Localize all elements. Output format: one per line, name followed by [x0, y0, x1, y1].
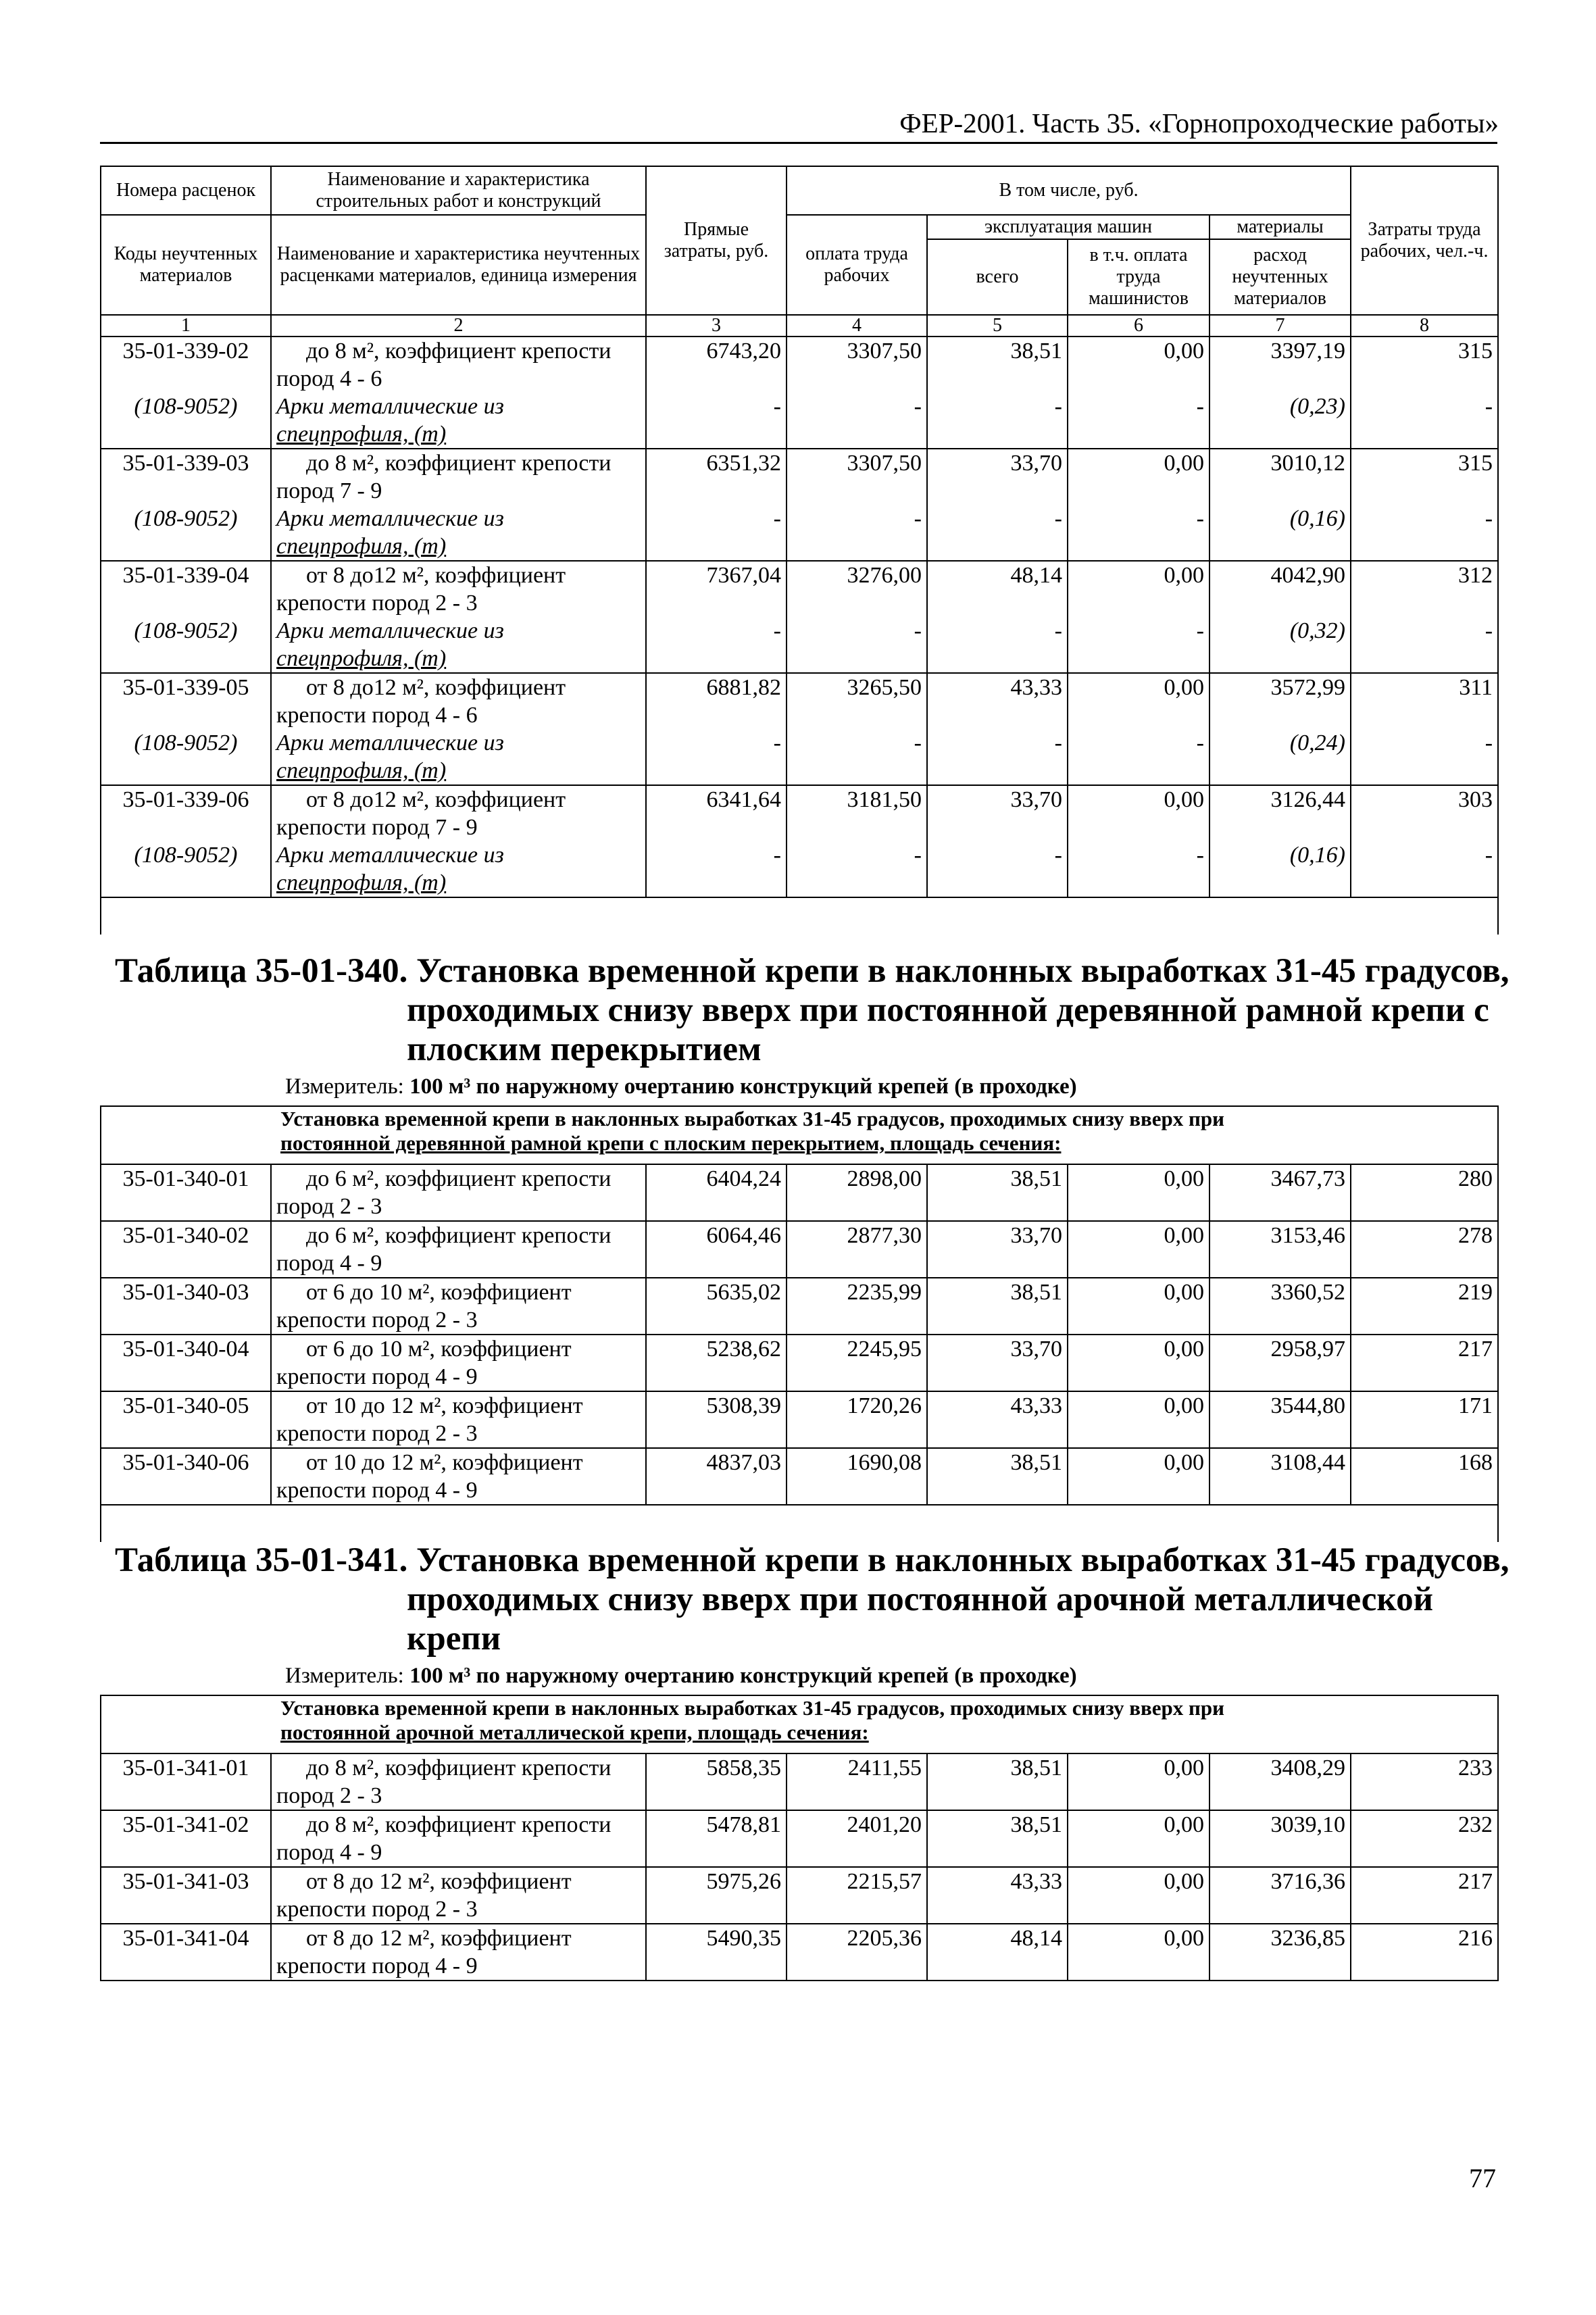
operator-pay: 0,00: [1068, 1810, 1210, 1867]
materials: 2958,97: [1210, 1335, 1351, 1391]
material-name: Арки металлические из спецпрофиля, (т): [271, 393, 646, 449]
rate-code: 35-01-339-04: [101, 561, 271, 617]
rate-code: 35-01-340-02: [101, 1221, 271, 1278]
operator-pay: 0,00: [1068, 1924, 1210, 1981]
col-header-worker-pay: оплата труда рабочих: [787, 215, 927, 315]
materials: 3108,44: [1210, 1448, 1351, 1505]
col-header-including: В том числе, руб.: [787, 166, 1351, 215]
materials: 3153,46: [1210, 1221, 1351, 1278]
labor-costs: 168: [1351, 1448, 1498, 1505]
machines-total: 43,33: [927, 673, 1068, 729]
machines-total: 33,70: [927, 1221, 1068, 1278]
table-row: [101, 561, 1498, 617]
machines-total: 33,70: [927, 449, 1068, 505]
materials: 3467,73: [1210, 1164, 1351, 1221]
materials: 4042,90: [1210, 561, 1351, 617]
table-row: [101, 1924, 1498, 1981]
table-row: [101, 1753, 1498, 1810]
rate-code: 35-01-341-03: [101, 1867, 271, 1924]
material-code: (108-9052): [101, 505, 271, 561]
material-code: (108-9052): [101, 617, 271, 673]
labor-costs: 312: [1351, 561, 1498, 617]
machines-total: 43,33: [927, 1391, 1068, 1448]
materials: 3397,19: [1210, 337, 1351, 393]
material-row: (108-9052) Арки металлические из спецпрофиля, (т) - - - - (0,24) -: [101, 729, 1498, 785]
operator-pay: 0,00: [1068, 1753, 1210, 1810]
labor-costs: 280: [1351, 1164, 1498, 1221]
operator-pay: 0,00: [1068, 1221, 1210, 1278]
rate-name: от 6 до 10 м², коэффициент крепости пород 4 - 9: [271, 1335, 646, 1391]
table-341-measure: Измеритель: 100 м³ по наружному очертанию конструкций крепей (в проходке): [285, 1664, 1077, 1688]
rate-name: от 8 до12 м², коэффициент крепости пород 4 - 6: [271, 673, 646, 729]
materials: 3572,99: [1210, 673, 1351, 729]
col-header-unaccounted-materials: расход неучтенных материалов: [1210, 239, 1351, 315]
labor-costs: 233: [1351, 1753, 1498, 1810]
rate-code: 35-01-340-06: [101, 1448, 271, 1505]
machines-total: 48,14: [927, 561, 1068, 617]
table-341-title: Таблица 35-01-341. Установка временной крепи в наклонных выработках 31-45 градусов, проходимых снизу вверх при постоянной арочной металлической крепи: [115, 1541, 1510, 1658]
direct-costs: 5975,26: [646, 1867, 787, 1924]
operator-pay: 0,00: [1068, 1448, 1210, 1505]
table-row: [101, 673, 1498, 729]
operator-pay: 0,00: [1068, 1335, 1210, 1391]
rate-name: до 8 м², коэффициент крепости пород 4 - 6: [271, 337, 646, 393]
operator-pay: 0,00: [1068, 785, 1210, 841]
operator-pay: 0,00: [1068, 561, 1210, 617]
worker-pay: 2877,30: [787, 1221, 927, 1278]
col-header-machines: эксплуатация машин: [927, 215, 1210, 239]
table-row: [101, 1164, 1498, 1221]
rate-code: 35-01-340-04: [101, 1335, 271, 1391]
col-header-materials: материалы: [1210, 215, 1351, 239]
rate-name: от 8 до 12 м², коэффициент крепости пород 2 - 3: [271, 1867, 646, 1924]
worker-pay: 2215,57: [787, 1867, 927, 1924]
col-header-machines-total: всего: [927, 239, 1068, 315]
materials: 3039,10: [1210, 1810, 1351, 1867]
rate-code: 35-01-341-04: [101, 1924, 271, 1981]
labor-costs: 315: [1351, 449, 1498, 505]
material-row: (108-9052) Арки металлические из спецпрофиля, (т) - - - - (0,23) -: [101, 393, 1498, 449]
rate-name: до 8 м², коэффициент крепости пород 7 - 9: [271, 449, 646, 505]
direct-costs: 5238,62: [646, 1335, 787, 1391]
rates-table-340: [100, 1105, 1499, 1542]
table-340-measure: Измеритель: 100 м³ по наружному очертанию конструкций крепей (в проходке): [285, 1074, 1077, 1099]
rate-name: от 10 до 12 м², коэффициент крепости пород 4 - 9: [271, 1448, 646, 1505]
table-row: [101, 1448, 1498, 1505]
machines-total: 38,51: [927, 1753, 1068, 1810]
direct-costs: 6404,24: [646, 1164, 787, 1221]
rate-code: 35-01-340-01: [101, 1164, 271, 1221]
worker-pay: 2245,95: [787, 1335, 927, 1391]
material-row: (108-9052) Арки металлические из спецпрофиля, (т) - - - - (0,16) -: [101, 505, 1498, 561]
rate-code: 35-01-340-03: [101, 1278, 271, 1335]
direct-costs: 5635,02: [646, 1278, 787, 1335]
rate-name: до 6 м², коэффициент крепости пород 2 - 3: [271, 1164, 646, 1221]
material-code: (108-9052): [101, 729, 271, 785]
machines-total: 38,51: [927, 1164, 1068, 1221]
material-code: (108-9052): [101, 841, 271, 897]
section-header: Установка временной крепи в наклонных выработках 31-45 градусов, проходимых снизу вверх при постоянной арочной металлической крепи, площадь сечения:: [101, 1695, 1498, 1753]
rate-code: 35-01-340-05: [101, 1391, 271, 1448]
table-row: [101, 1335, 1498, 1391]
materials: 3126,44: [1210, 785, 1351, 841]
operator-pay: 0,00: [1068, 337, 1210, 393]
direct-costs: 5858,35: [646, 1753, 787, 1810]
page-header: ФЕР-2001. Часть 35. «Горнопроходческие работы»: [899, 107, 1499, 139]
machines-total: 48,14: [927, 1924, 1068, 1981]
direct-costs: 5490,35: [646, 1924, 787, 1981]
labor-costs: 217: [1351, 1335, 1498, 1391]
table-340-title: Таблица 35-01-340. Установка временной крепи в наклонных выработках 31-45 градусов, проходимых снизу вверх при постоянной деревянной рамной крепи с плоским перекрытием: [115, 952, 1510, 1068]
direct-costs: 6064,46: [646, 1221, 787, 1278]
page-number: 77: [1469, 2163, 1496, 2193]
worker-pay: 3276,00: [787, 561, 927, 617]
operator-pay: 0,00: [1068, 1391, 1210, 1448]
material-name: Арки металлические из спецпрофиля, (т): [271, 505, 646, 561]
table-row: [101, 1278, 1498, 1335]
rate-code: 35-01-339-06: [101, 785, 271, 841]
materials: 3236,85: [1210, 1924, 1351, 1981]
machines-total: 33,70: [927, 785, 1068, 841]
rate-code: 35-01-339-05: [101, 673, 271, 729]
worker-pay: 2411,55: [787, 1753, 927, 1810]
worker-pay: 1690,08: [787, 1448, 927, 1505]
col-header-material-name: Наименование и характеристика неучтенных расценками материалов, единица измерения: [271, 215, 646, 315]
col-header-labor-costs: Затраты труда рабочих, чел.-ч.: [1351, 166, 1498, 315]
rate-name: от 8 до12 м², коэффициент крепости пород 7 - 9: [271, 785, 646, 841]
labor-costs: 303: [1351, 785, 1498, 841]
direct-costs: 6743,20: [646, 337, 787, 393]
rate-name: до 8 м², коэффициент крепости пород 2 - 3: [271, 1753, 646, 1810]
labor-costs: 311: [1351, 673, 1498, 729]
labor-costs: 171: [1351, 1391, 1498, 1448]
rate-name: до 8 м², коэффициент крепости пород 4 - 9: [271, 1810, 646, 1867]
operator-pay: 0,00: [1068, 1278, 1210, 1335]
worker-pay: 2898,00: [787, 1164, 927, 1221]
labor-costs: 232: [1351, 1810, 1498, 1867]
worker-pay: 3181,50: [787, 785, 927, 841]
worker-pay: 3307,50: [787, 337, 927, 393]
worker-pay: 2401,20: [787, 1810, 927, 1867]
materials: 3408,29: [1210, 1753, 1351, 1810]
table-row: [101, 785, 1498, 841]
materials: 3544,80: [1210, 1391, 1351, 1448]
table-row: [101, 337, 1498, 393]
operator-pay: 0,00: [1068, 1164, 1210, 1221]
column-numbers-row: 1 2 3 4 5 6 7 8: [101, 315, 1498, 337]
worker-pay: 1720,26: [787, 1391, 927, 1448]
rate-name: от 6 до 10 м², коэффициент крепости пород 2 - 3: [271, 1278, 646, 1335]
rate-name: до 6 м², коэффициент крепости пород 4 - 9: [271, 1221, 646, 1278]
direct-costs: 4837,03: [646, 1448, 787, 1505]
direct-costs: 5308,39: [646, 1391, 787, 1448]
rate-code: 35-01-339-03: [101, 449, 271, 505]
table-row: [101, 1810, 1498, 1867]
labor-costs: 219: [1351, 1278, 1498, 1335]
materials: 3010,12: [1210, 449, 1351, 505]
rate-code: 35-01-341-02: [101, 1810, 271, 1867]
direct-costs: 5478,81: [646, 1810, 787, 1867]
direct-costs: 6351,32: [646, 449, 787, 505]
col-header-material-codes: Коды неучтенных материалов: [101, 215, 271, 315]
machines-total: 38,51: [927, 1448, 1068, 1505]
direct-costs: 6881,82: [646, 673, 787, 729]
machines-total: 33,70: [927, 1335, 1068, 1391]
materials: 3716,36: [1210, 1867, 1351, 1924]
operator-pay: 0,00: [1068, 673, 1210, 729]
material-row: (108-9052) Арки металлические из спецпрофиля, (т) - - - - (0,32) -: [101, 617, 1498, 673]
worker-pay: 2235,99: [787, 1278, 927, 1335]
worker-pay: 3307,50: [787, 449, 927, 505]
rate-name: от 8 до 12 м², коэффициент крепости пород 4 - 9: [271, 1924, 646, 1981]
rate-name: от 8 до12 м², коэффициент крепости пород 2 - 3: [271, 561, 646, 617]
worker-pay: 2205,36: [787, 1924, 927, 1981]
rate-name: от 10 до 12 м², коэффициент крепости пород 2 - 3: [271, 1391, 646, 1448]
col-header-work-name: Наименование и характеристика строительных работ и конструкций: [271, 166, 646, 215]
machines-total: 38,51: [927, 1810, 1068, 1867]
labor-costs: 278: [1351, 1221, 1498, 1278]
material-name: Арки металлические из спецпрофиля, (т): [271, 841, 646, 897]
operator-pay: 0,00: [1068, 1867, 1210, 1924]
col-header-rate-numbers: Номера расценок: [101, 166, 271, 215]
labor-costs: 315: [1351, 337, 1498, 393]
material-code: (108-9052): [101, 393, 271, 449]
material-name: Арки металлические из спецпрофиля, (т): [271, 729, 646, 785]
table-gap: [101, 897, 1498, 935]
labor-costs: 217: [1351, 1867, 1498, 1924]
worker-pay: 3265,50: [787, 673, 927, 729]
rates-table-339: [100, 166, 1499, 935]
table-gap: [101, 1505, 1498, 1542]
table-row: [101, 1221, 1498, 1278]
section-header: Установка временной крепи в наклонных выработках 31-45 градусов, проходимых снизу вверх при постоянной деревянной рамной крепи с плоским перекрытием, площадь сечения:: [101, 1106, 1498, 1164]
direct-costs: 6341,64: [646, 785, 787, 841]
labor-costs: 216: [1351, 1924, 1498, 1981]
machines-total: 38,51: [927, 337, 1068, 393]
material-row: (108-9052) Арки металлические из спецпрофиля, (т) - - - - (0,16) -: [101, 841, 1498, 897]
machines-total: 43,33: [927, 1867, 1068, 1924]
table-row: [101, 1391, 1498, 1448]
rates-table-341: [100, 1695, 1499, 1981]
rate-code: 35-01-341-01: [101, 1753, 271, 1810]
material-name: Арки металлические из спецпрофиля, (т): [271, 617, 646, 673]
col-header-operator-pay: в т.ч. оплата труда машинистов: [1068, 239, 1210, 315]
operator-pay: 0,00: [1068, 449, 1210, 505]
col-header-direct-costs: Прямые затраты, руб.: [646, 166, 787, 315]
machines-total: 38,51: [927, 1278, 1068, 1335]
direct-costs: 7367,04: [646, 561, 787, 617]
table-row: [101, 449, 1498, 505]
rate-code: 35-01-339-02: [101, 337, 271, 393]
header-rule: [100, 142, 1497, 144]
materials: 3360,52: [1210, 1278, 1351, 1335]
table-row: [101, 1867, 1498, 1924]
